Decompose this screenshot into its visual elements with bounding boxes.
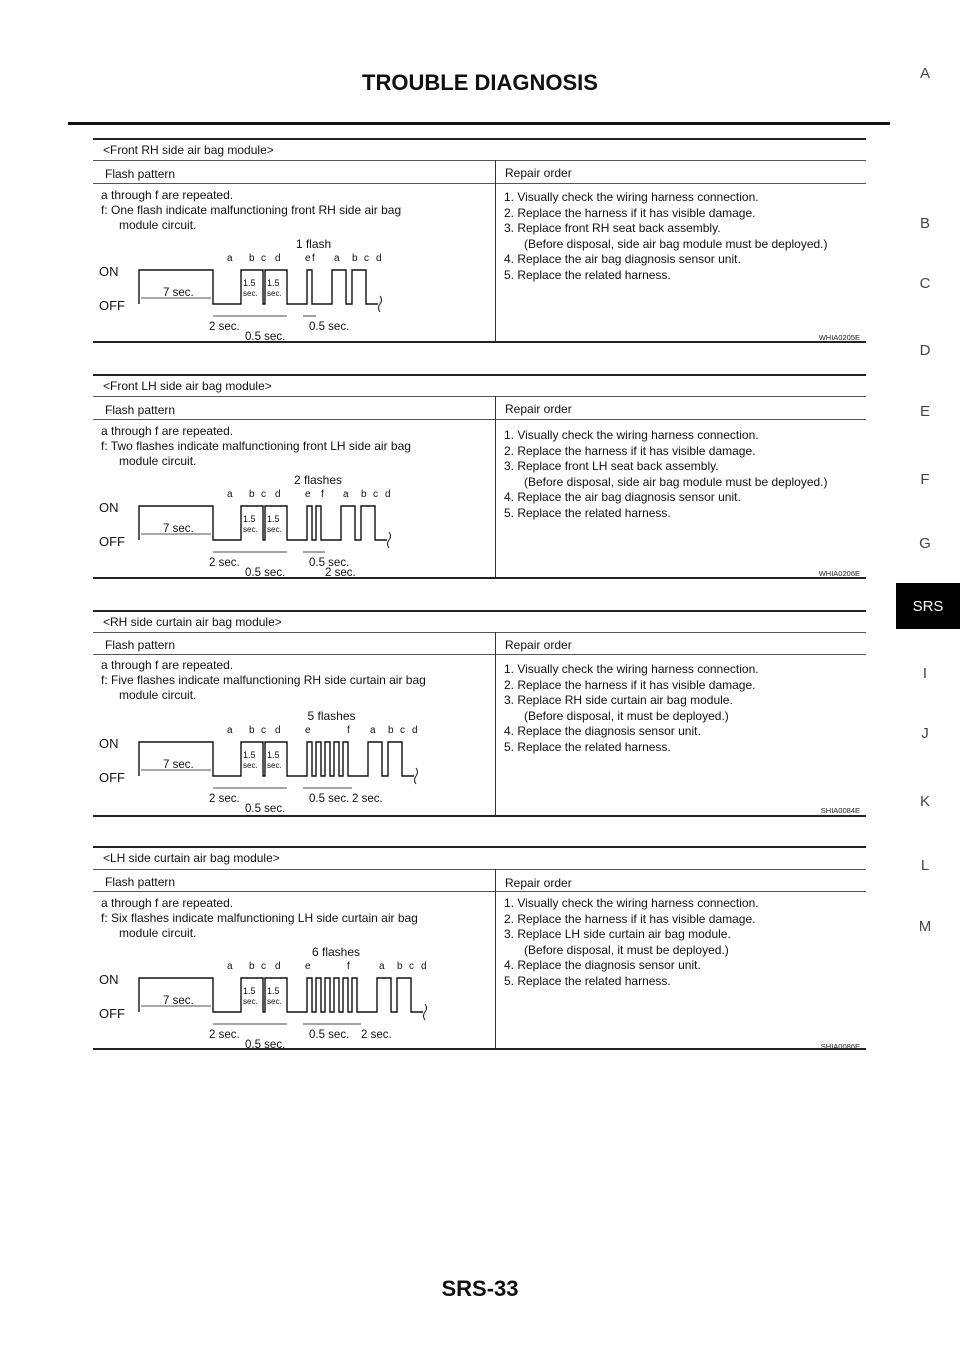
figure-code: WHIA0205E [818,333,860,342]
column-divider [495,396,496,578]
segment-letter: b [249,253,255,264]
panel-title: <RH side curtain air bag module> [103,615,282,629]
segment-letter: b [397,961,403,972]
column-divider [495,869,496,1049]
half-sec-label: 0.5 sec. [309,1029,350,1041]
one-five-label: 1.5 [243,514,256,524]
header-rule [93,396,866,397]
segment-letter: f [321,489,324,500]
segment-letter: d [376,253,382,264]
panel-title: <Front RH side air bag module> [103,143,274,157]
col-header-repair: Repair order [505,166,572,180]
seven-sec-label: 7 sec. [163,287,194,299]
one-five-label: 1.5 [243,750,256,760]
half-sec-label: 0.5 sec. [245,567,286,578]
flash-count-label: 5 flashes [307,709,356,723]
header-rule [93,632,866,633]
segment-letter: d [275,725,281,736]
flash-waveform [93,234,495,342]
one-five-label: 1.5 [243,986,256,996]
tab-a[interactable]: A [919,64,930,82]
header-rule [93,654,866,655]
flash-description: a through f are repeated. f: Two flashes indicate malfunctioning front LH side air bag module circuit. [101,424,411,468]
tab-k[interactable]: K [919,792,930,810]
half-sec-label: 0.5 sec. [309,557,350,569]
sec-label: sec. [243,997,258,1006]
two-sec-label: 2 sec. [209,793,240,805]
flash-waveform [93,470,495,578]
sec-label: sec. [267,289,282,298]
segment-letter: f [312,253,315,264]
segment-letter: b [388,725,394,736]
panel-bottom-rule [93,577,866,579]
two-sec-label: 2 sec. [209,1029,240,1041]
on-label: ON [99,736,119,751]
panel-title: <LH side curtain air bag module> [103,851,280,865]
segment-letter: c [400,725,405,736]
header-rule [93,869,866,870]
half-sec-label: 0.5 sec. [245,331,286,342]
segment-letter: c [261,961,266,972]
title-rule [68,122,890,125]
off-label: OFF [99,298,125,313]
header-rule [93,891,866,892]
segment-letter: e [305,489,311,500]
tab-m[interactable]: M [918,917,932,935]
segment-letter: d [421,961,427,972]
tab-l[interactable]: L [920,856,930,874]
one-five-label: 1.5 [243,278,256,288]
segment-letter: e [305,725,311,736]
flash-description: a through f are repeated. f: One flash indicate malfunctioning front RH side air bag module circuit. [101,188,402,232]
figure-code: SHIA0086E [820,1042,860,1051]
repair-steps: 1. Visually check the wiring harness connection. 2. Replace the harness if it has visible damage. 3. Replace RH side curtain air bag module. (Before disposal, it must be deployed.) 4. Replace the diagnosis sensor unit. 5. Replace the related harness. [504,662,759,754]
on-label: ON [99,264,119,279]
half-sec-label: 0.5 sec. [245,803,286,814]
panel-top-rule [93,610,866,612]
panel-rh-curtain [93,610,866,818]
segment-letter: b [361,489,367,500]
flash-count-label: 1 flash [295,237,332,251]
segment-letter: a [334,253,340,264]
segment-letter: e [305,253,311,264]
waveform-break [388,532,391,548]
figure-code: WHIA0206E [818,569,860,578]
repair-steps: 1. Visually check the wiring harness connection. 2. Replace the harness if it has visible damage. 3. Replace front LH seat back assembly. (Before disposal, side air bag module must be deployed.) 4. Replace the air bag diagnosis sensor unit. 5. Replace the related harness. [504,428,828,520]
tab-j[interactable]: J [921,724,929,742]
panel-top-rule [93,138,866,140]
segment-letter: b [249,961,255,972]
tab-i[interactable]: I [922,664,928,682]
waveform-break [424,1004,427,1020]
half-sec-label: 0.5 sec. [245,1039,286,1050]
one-five-label: 1.5 [267,986,280,996]
panel-title: <Front LH side air bag module> [103,379,272,393]
sec-label: sec. [267,997,282,1006]
segment-letter: c [373,489,378,500]
col-header-flash: Flash pattern [105,875,176,889]
tab-b[interactable]: B [919,214,930,232]
tab-g[interactable]: G [919,534,931,552]
segment-letter: b [352,253,358,264]
segment-letter: c [261,725,266,736]
segment-letter: d [412,725,418,736]
two-sec-label: 2 sec. [209,557,240,569]
sec-label: sec. [267,525,282,534]
column-divider [495,160,496,342]
two-sec-label: 2 sec. [325,567,356,578]
flash-description: a through f are repeated. f: Six flashes indicate malfunctioning LH side curtain air bag module circuit. [101,896,418,940]
segment-letter: a [343,489,349,500]
segment-letter: f [347,725,350,736]
flash-waveform [93,942,495,1050]
tab-e[interactable]: E [919,402,930,420]
figure-code: SHIA0084E [820,806,860,815]
segment-letter: b [249,725,255,736]
seven-sec-label: 7 sec. [163,523,194,535]
segment-letter: a [227,489,233,500]
flash-description: a through f are repeated. f: Five flashes indicate malfunctioning RH side curtain air bag module circuit. [101,658,426,702]
flash-count-label: 2 flashes [293,473,343,487]
one-five-label: 1.5 [267,514,280,524]
segment-letter: a [379,961,385,972]
one-five-label: 1.5 [267,750,280,760]
segment-letter: f [347,961,350,972]
tab-c[interactable]: C [919,274,931,292]
col-header-repair: Repair order [505,402,572,416]
segment-letter: c [261,489,266,500]
col-header-flash: Flash pattern [105,638,176,652]
tab-srs[interactable]: SRS [896,583,960,629]
panel-bottom-rule [93,341,866,343]
col-header-repair: Repair order [505,638,572,652]
half-sec-label: 0.5 sec. [309,793,350,805]
col-header-flash: Flash pattern [105,403,176,417]
segment-letter: d [275,253,281,264]
half-sec-label: 0.5 sec. [309,321,350,333]
panel-top-rule [93,846,866,848]
column-divider [495,632,496,816]
sec-label: sec. [243,761,258,770]
sec-label: sec. [267,761,282,770]
repair-steps: 1. Visually check the wiring harness connection. 2. Replace the harness if it has visible damage. 3. Replace front RH seat back assembly. (Before disposal, side air bag module must be deployed.) 4. Replace the air bag diagnosis sensor unit. 5. Replace the related harness. [504,190,828,282]
two-sec-label: 2 sec. [352,793,383,805]
segment-letter: a [227,725,233,736]
off-label: OFF [99,534,125,549]
header-rule [93,160,866,161]
segment-letter: d [275,961,281,972]
segment-letter: d [385,489,391,500]
tab-d[interactable]: D [919,341,931,359]
waveform-break [379,296,382,312]
panel-lh-curtain [93,846,866,1052]
segment-letter: c [261,253,266,264]
sec-label: sec. [243,525,258,534]
two-sec-label: 2 sec. [209,321,240,333]
panel-front-rh [93,138,866,344]
page-number: SRS-33 [441,1276,519,1301]
page-title: TROUBLE DIAGNOSIS [362,70,598,95]
col-header-flash: Flash pattern [105,167,176,181]
two-sec-label: 2 sec. [361,1029,392,1041]
seven-sec-label: 7 sec. [163,759,194,771]
segment-letter: b [249,489,255,500]
segment-letter: c [364,253,369,264]
segment-letter: d [275,489,281,500]
panel-bottom-rule [93,815,866,817]
panel-top-rule [93,374,866,376]
segment-letter: a [370,725,376,736]
segment-letter: a [227,961,233,972]
seven-sec-label: 7 sec. [163,995,194,1007]
panel-bottom-rule [93,1048,866,1050]
sec-label: sec. [243,289,258,298]
on-label: ON [99,500,119,515]
flash-waveform [93,706,495,814]
one-five-label: 1.5 [267,278,280,288]
tab-f[interactable]: F [920,470,930,488]
header-rule [93,419,866,420]
flash-count-label: 6 flashes [311,945,361,959]
repair-steps: 1. Visually check the wiring harness connection. 2. Replace the harness if it has visible damage. 3. Replace LH side curtain air bag module. (Before disposal, it must be deployed.) 4. Replace the diagnosis sensor unit. 5. Replace the related harness. [504,896,759,988]
col-header-repair: Repair order [505,876,572,890]
on-label: ON [99,972,119,987]
waveform-break [415,768,418,784]
segment-letter: e [305,961,311,972]
segment-letter: a [227,253,233,264]
header-rule [93,183,866,184]
off-label: OFF [99,1006,125,1021]
segment-letter: c [409,961,414,972]
off-label: OFF [99,770,125,785]
panel-front-lh [93,374,866,580]
